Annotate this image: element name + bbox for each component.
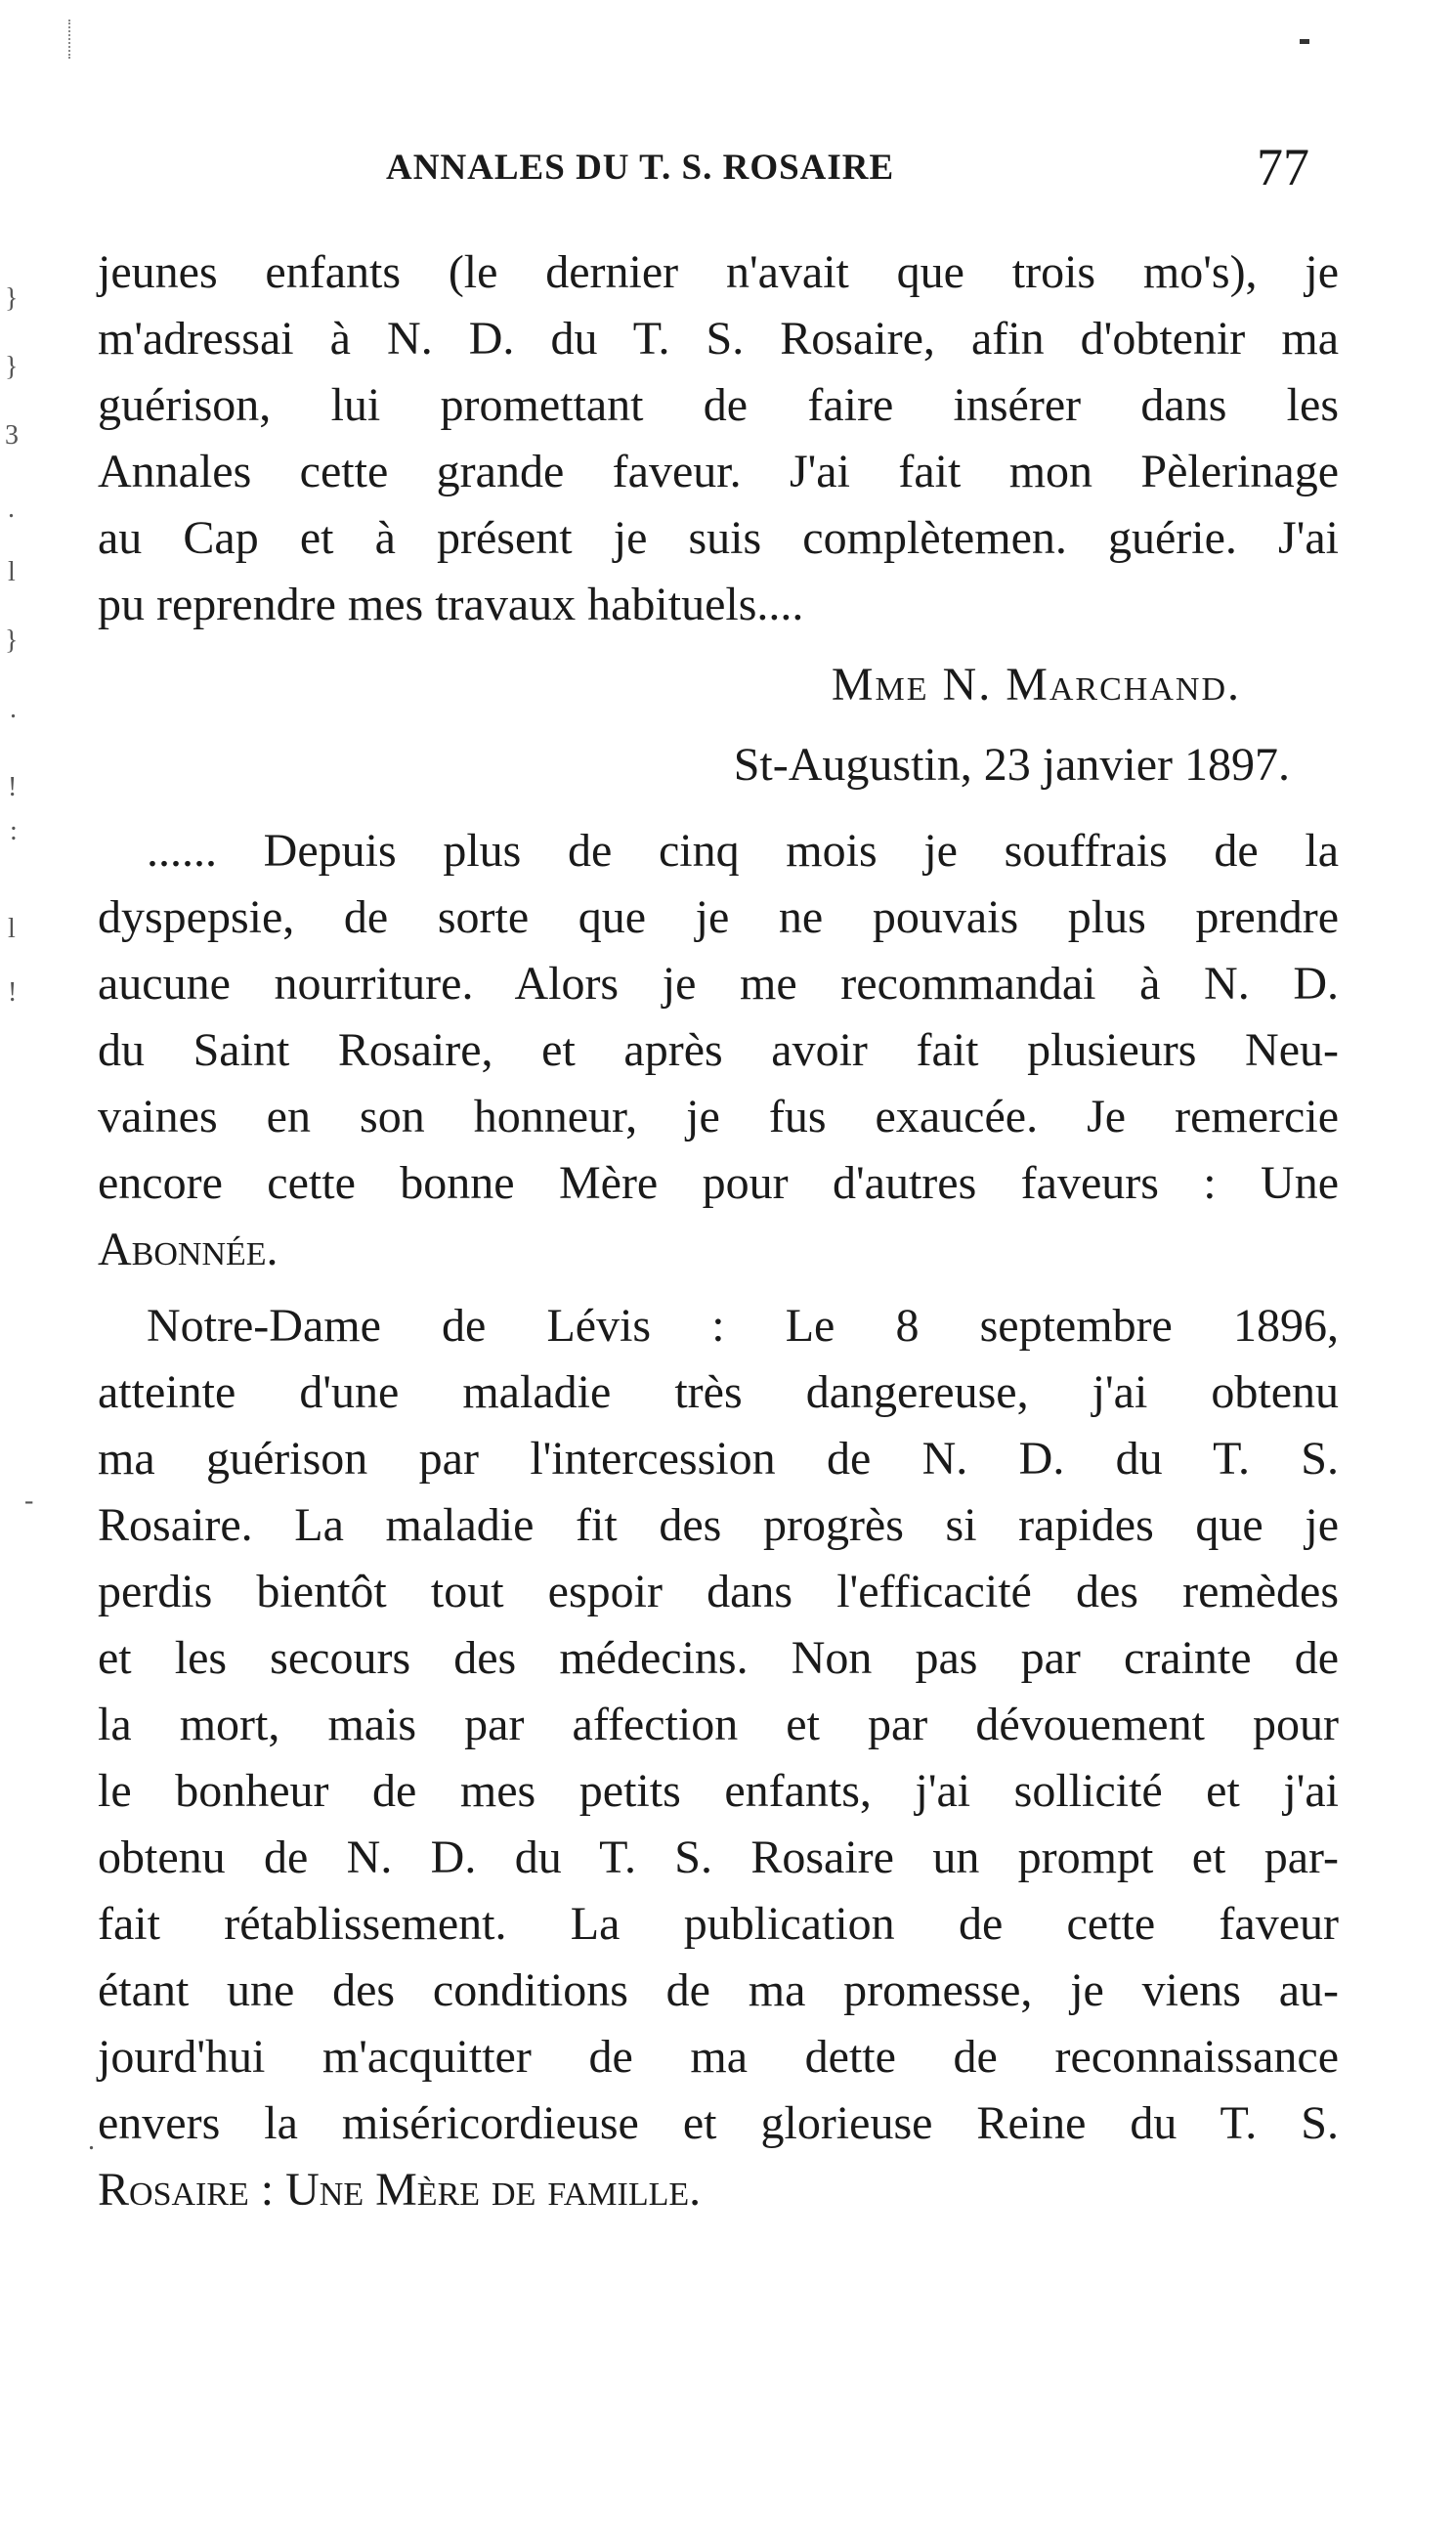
scan-edge-mark: [68, 20, 72, 59]
dateline: St-Augustin, 23 janvier 1897.: [733, 739, 1290, 791]
margin-mark: }: [5, 352, 19, 382]
text-line: envers la miséricordieuse et glorieuse Reine du T. S.: [98, 2097, 1339, 2149]
text-line: atteinte d'une maladie très dangereuse, j'ai obtenu: [98, 1366, 1339, 1418]
margin-mark: }: [5, 625, 19, 656]
text-line: dyspepsie, de sorte que je ne pouvais plus prendre: [98, 891, 1339, 943]
text-line: la mort, mais par affection et par dévouement pour: [98, 1699, 1339, 1750]
margin-mark: .: [88, 2126, 95, 2156]
margin-mark: }: [5, 283, 19, 314]
text-line: et les secours des médecins. Non pas par crainte de: [98, 1632, 1339, 1684]
text-line: vaines en son honneur, je fus exaucée. Je remercie: [98, 1091, 1339, 1142]
text-line: jourd'hui m'acquitter de ma dette de reconnaissance: [98, 2031, 1339, 2083]
margin-mark: 3: [5, 420, 19, 451]
text-line: guérison, lui promettant de faire insérer dans les: [98, 379, 1339, 431]
text-line: encore cette bonne Mère pour d'autres faveurs : Une: [98, 1157, 1339, 1209]
text-line: fait rétablissement. La publication de cette faveur: [98, 1898, 1339, 1950]
margin-mark: :: [10, 816, 18, 846]
signature-mere-de-famille: Rosaire : Une Mère de famille.: [98, 2164, 702, 2216]
text-line: jeunes enfants (le dernier n'avait que trois mo's), je: [98, 246, 1339, 298]
text-line: obtenu de N. D. du T. S. Rosaire un prompt et par-: [98, 1831, 1339, 1883]
paragraph-abonnee: [98, 818, 1339, 1283]
text-line: ...... Depuis plus de cinq mois je souffrais de la: [147, 825, 1339, 877]
text-line: perdis bientôt tout espoir dans l'efficacité des remèdes: [98, 1566, 1339, 1617]
signature-abonnee: Abonnée.: [98, 1224, 278, 1275]
paragraph-levis: [98, 1293, 1339, 2223]
text-line: le bonheur de mes petits enfants, j'ai sollicité et j'ai: [98, 1765, 1339, 1817]
margin-mark: -: [24, 1486, 34, 1516]
margin-mark: !: [8, 977, 18, 1008]
margin-mark: !: [8, 772, 18, 802]
margin-mark: l: [8, 914, 16, 944]
text-line: ma guérison par l'intercession de N. D. du T. S.: [98, 1433, 1339, 1485]
margin-mark: .: [8, 494, 15, 524]
text-line: étant une des conditions de ma promesse, je viens au-: [98, 1964, 1339, 2016]
page-number: 77: [1257, 138, 1309, 196]
text-line: Annales cette grande faveur. J'ai fait mon Pèlerinage: [98, 446, 1339, 497]
body-text: [98, 239, 1339, 2223]
paragraph-marchand: [98, 239, 1339, 798]
running-head: ANNALES DU T. S. ROSAIRE: [386, 148, 895, 188]
text-line: m'adressai à N. D. du T. S. Rosaire, afin d'obtenir ma: [98, 313, 1339, 365]
signature-marchand: Mme N. Marchand.: [831, 659, 1241, 711]
text-line: pu reprendre mes travaux habituels....: [98, 579, 804, 630]
text-line: du Saint Rosaire, et après avoir fait plusieurs Neu-: [98, 1024, 1339, 1076]
margin-mark: .: [10, 694, 17, 724]
text-line: Rosaire. La maladie fit des progrès si rapides que je: [98, 1499, 1339, 1551]
margin-mark: l: [8, 557, 16, 587]
text-line: Notre-Dame de Lévis : Le 8 septembre 1896,: [147, 1300, 1339, 1352]
scan-dot-mark: [1300, 39, 1309, 44]
text-line: aucune nourriture. Alors je me recommandai à N. D.: [98, 958, 1339, 1010]
text-line: au Cap et à présent je suis complètemen. guérie. J'ai: [98, 512, 1339, 564]
